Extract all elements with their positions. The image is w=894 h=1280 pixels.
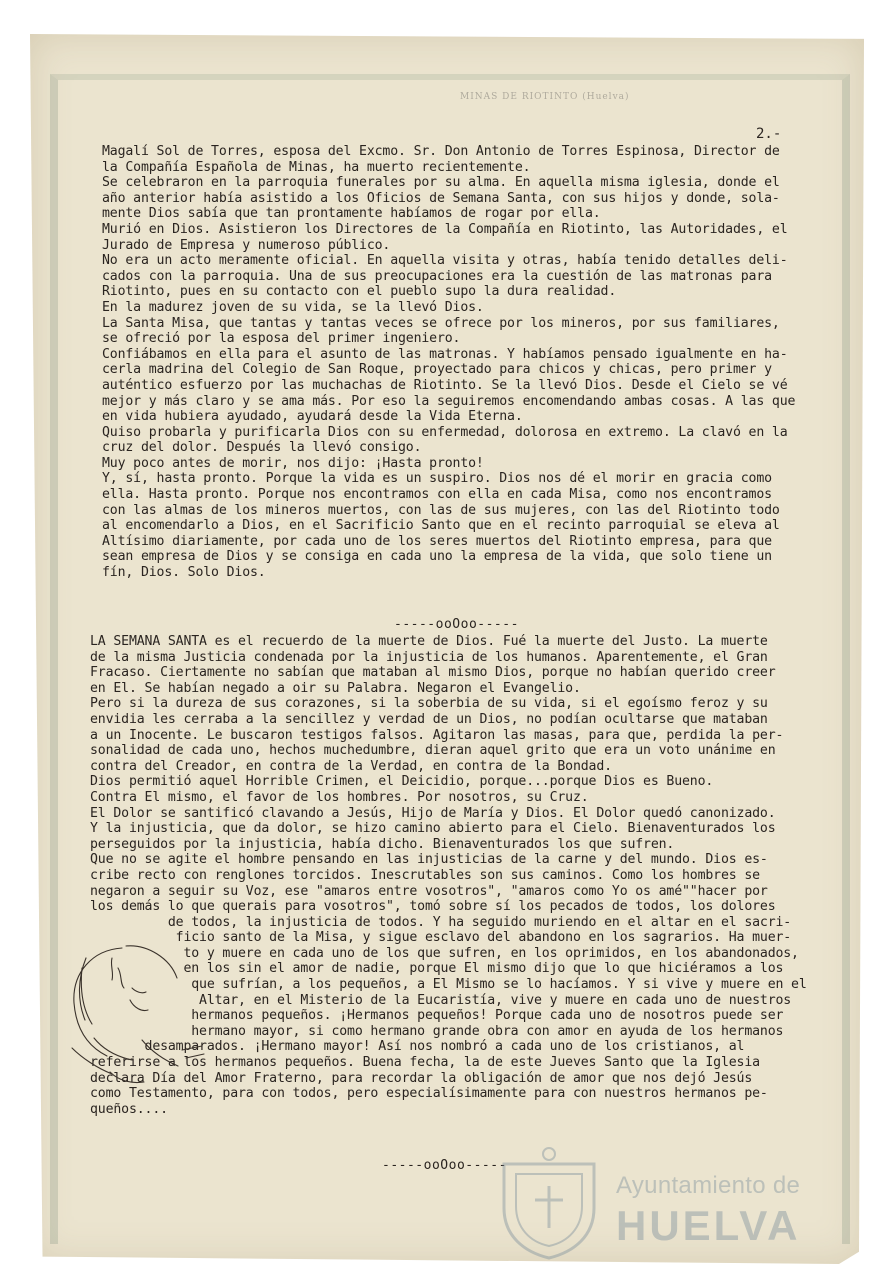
text-line: de la misma Justicia condenada por la injusticia de los humanos. Aparentemente, el Gran bbox=[90, 649, 768, 665]
city-shield-icon bbox=[490, 1144, 608, 1260]
text-line: se ofreció por la esposa del primer ingeniero. bbox=[102, 331, 461, 347]
logo-text-line2: HUELVA bbox=[616, 1202, 801, 1249]
text-line: No era un acto meramente oficial. En aquella visita y otras, había tenido detalles deli- bbox=[102, 253, 788, 269]
text-line: hermanos pequeños. ¡Hermanos pequeños! Porque cada uno de nosotros puede ser bbox=[90, 1008, 784, 1024]
page-number: 2.- bbox=[756, 126, 782, 142]
text-line: Se celebraron en la parroquia funerales por su alma. En aquella misma iglesia, donde el bbox=[102, 175, 780, 191]
text-line: Contra El mismo, el favor de los hombres. Por nosotros, su Cruz. bbox=[90, 789, 589, 805]
ayuntamiento-watermark bbox=[470, 1140, 820, 1260]
text-line: Que no se agite el hombre pensando en las injusticias de la carne y del mundo. Dios es- bbox=[90, 852, 768, 868]
text-line: año anterior había asistido a los Oficios de Semana Santa, con sus hijos y donde, sola- bbox=[102, 190, 780, 206]
text-line: en El. Se habían negado a oir su Palabra. Negaron el Evangelio. bbox=[90, 680, 581, 696]
text-line: Pero si la dureza de sus corazones, si la soberbia de su vida, si el egoísmo feroz y su bbox=[90, 696, 768, 712]
text-line: Y, sí, hasta pronto. Porque la vida es un suspiro. Dios nos dé el morir en gracia como bbox=[102, 471, 772, 487]
text-line: hermano mayor, si como hermano grande obra con amor en ayuda de los hermanos bbox=[90, 1023, 784, 1039]
text-line: desamparados. ¡Hermano mayor! Así nos nombró a cada uno de los cristianos, al bbox=[90, 1039, 745, 1055]
text-line: fín, Dios. Solo Dios. bbox=[102, 565, 266, 581]
text-line: con las almas de los mineros muertos, con las de sus mujeres, con las del Riotinto todo bbox=[102, 502, 780, 518]
text-line: referirse a los hermanos pequeños. Buena fecha, la de este Jueves Santo que la Iglesia bbox=[90, 1055, 760, 1071]
text-line: al encomendarlo a Dios, en el Sacrificio Santo que en el recinto parroquial se eleva al bbox=[102, 518, 780, 534]
text-line: Magalí Sol de Torres, esposa del Excmo. Sr. Don Antonio de Torres Espinosa, Director de bbox=[102, 144, 780, 159]
text-line: Riotinto, pues en su contacto con el pueblo supo la dura realidad. bbox=[102, 284, 617, 300]
text-line: Quiso probarla y purificarla Dios con su enfermedad, dolorosa en extremo. La clavó en la bbox=[102, 424, 788, 440]
text-line: en los sin el amor de nadie, porque El mismo dijo que lo que hiciéramos a los bbox=[90, 961, 784, 977]
text-line: mejor y más claro y se ama más. Por eso la seguiremos encomendando ambas cosas. A las que bbox=[102, 393, 796, 409]
text-line: En la madurez joven de su vida, se la llevó Dios. bbox=[102, 299, 484, 315]
text-line: los demás lo que querais para vosotros", tomó sobre sí los pecados de todos, los dolores bbox=[90, 899, 776, 915]
text-line: sean empresa de Dios y se consiga en cada uno la empresa de la vida, que solo tiene un bbox=[102, 549, 772, 565]
section-separator: -----ooOoo----- bbox=[394, 617, 519, 632]
closing-separator: -----ooOoo----- bbox=[382, 1158, 507, 1173]
logo-text-line1: Ayuntamiento de bbox=[616, 1172, 801, 1199]
text-line: como Testamento, para con todos, pero especialísimamente para con nuestros hermanos pe- bbox=[90, 1086, 768, 1102]
text-line: El Dolor se santificó clavando a Jesús, Hijo de María y Dios. El Dolor quedó canonizado. bbox=[90, 805, 776, 821]
text-line: Jurado de Empresa y numeroso público. bbox=[102, 237, 391, 253]
text-line: Altísimo diariamente, por cada uno de los seres muertos del Riotinto empresa, para que bbox=[102, 533, 772, 549]
text-line: negaron a seguir su Voz, ese "amaros entre vosotros", "amaros como Yo os amé""hacer por bbox=[90, 883, 768, 899]
text-line: Altar, en el Misterio de la Eucaristía, vive y muere en cada uno de nuestros bbox=[90, 992, 792, 1008]
text-line: en vida hubiera ayudado, ayudará desde la Vida Eterna. bbox=[102, 409, 523, 425]
text-line: perseguidos por la injusticia, había dicho. Bienaventurados los que sufren. bbox=[90, 836, 675, 852]
text-line: contra del Creador, en contra de la Verdad, en contra de la Bondad. bbox=[90, 758, 612, 774]
text-line: sonalidad de cada uno, hechos muchedumbre, dieran aquel grito que era un voto unánime en bbox=[90, 743, 776, 759]
christ-sketch-drawing bbox=[52, 928, 222, 1088]
text-line: Murió en Dios. Asistieron los Directores de la Compañía en Riotinto, las Autoridades, el bbox=[102, 221, 788, 237]
text-line: declara Día del Amor Fraterno, para recordar la obligación de amor que nos dejó Jesús bbox=[90, 1070, 753, 1086]
text-line: Muy poco antes de morir, nos dijo: ¡Hasta pronto! bbox=[102, 455, 484, 471]
text-line: LA SEMANA SANTA es el recuerdo de la muerte de Dios. Fué la muerte del Justo. La muerte bbox=[90, 634, 768, 649]
text-line: la Compañía Española de Minas, ha muerto recientemente. bbox=[102, 159, 531, 175]
text-line: La Santa Misa, que tantas y tantas veces se ofrece por los mineros, por sus familiares, bbox=[102, 315, 780, 331]
letterhead-watermark: MINAS DE RIOTINTO (Huelva) bbox=[460, 92, 630, 102]
text-line: cribe recto con renglones torcidos. Inescrutables son sus caminos. Como los hombres se bbox=[90, 867, 760, 883]
text-line: Y la injusticia, que da dolor, se hizo camino abierto para el Cielo. Bienaventurados los bbox=[90, 821, 776, 837]
text-line: a un Inocente. Le buscaron testigos falsos. Agitaron las masas, para que, perdida la per- bbox=[90, 727, 784, 743]
text-line: ficio santo de la Misa, y sigue esclavo del abandono en los sagrarios. Ha muer- bbox=[90, 930, 792, 946]
text-line: cados con la parroquia. Una de sus preocupaciones era la cuestión de las matronas para bbox=[102, 268, 772, 284]
text-line: queños.... bbox=[90, 1101, 168, 1117]
text-line: Dios permitió aquel Horrible Crimen, el Deicidio, porque...porque Dios es Bueno. bbox=[90, 774, 714, 790]
text-line: de todos, la injusticia de todos. Y ha seguido muriendo en el altar en el sacri- bbox=[90, 914, 792, 930]
text-line: cruz del dolor. Después la llevó consigo. bbox=[102, 440, 422, 456]
article-magali-sol bbox=[102, 144, 814, 581]
text-line: cerla madrina del Colegio de San Roque, proyectado para chicos y chicas, pero primer y bbox=[102, 362, 772, 378]
text-line: Confiábamos en ella para el asunto de las matronas. Y habíamos pensado igualmente en ha- bbox=[102, 346, 788, 362]
text-line: to y muere en cada uno de los que sufren, en los oprimidos, en los abandonados, bbox=[90, 945, 799, 961]
text-line: Fracaso. Ciertamente no sabían que mataban al mismo Dios, porque no habían querido creer bbox=[90, 665, 776, 681]
text-line: mente Dios sabía que tan prontamente habíamos de rogar por ella. bbox=[102, 206, 601, 222]
text-line: auténtico esfuerzo por las muchachas de Riotinto. Se la llevó Dios. Desde el Cielo se vé bbox=[102, 377, 788, 393]
text-line: ella. Hasta pronto. Porque nos encontramos con ella en cada Misa, como nos encontramos bbox=[102, 487, 772, 503]
text-line: que sufrían, a los pequeños, a El Mismo se lo hacíamos. Y si vive y muere en el bbox=[90, 977, 807, 993]
text-line: envidia les cerraba a la sencillez y verdad de un Dios, no podían ocultarse que mataban bbox=[90, 711, 768, 727]
